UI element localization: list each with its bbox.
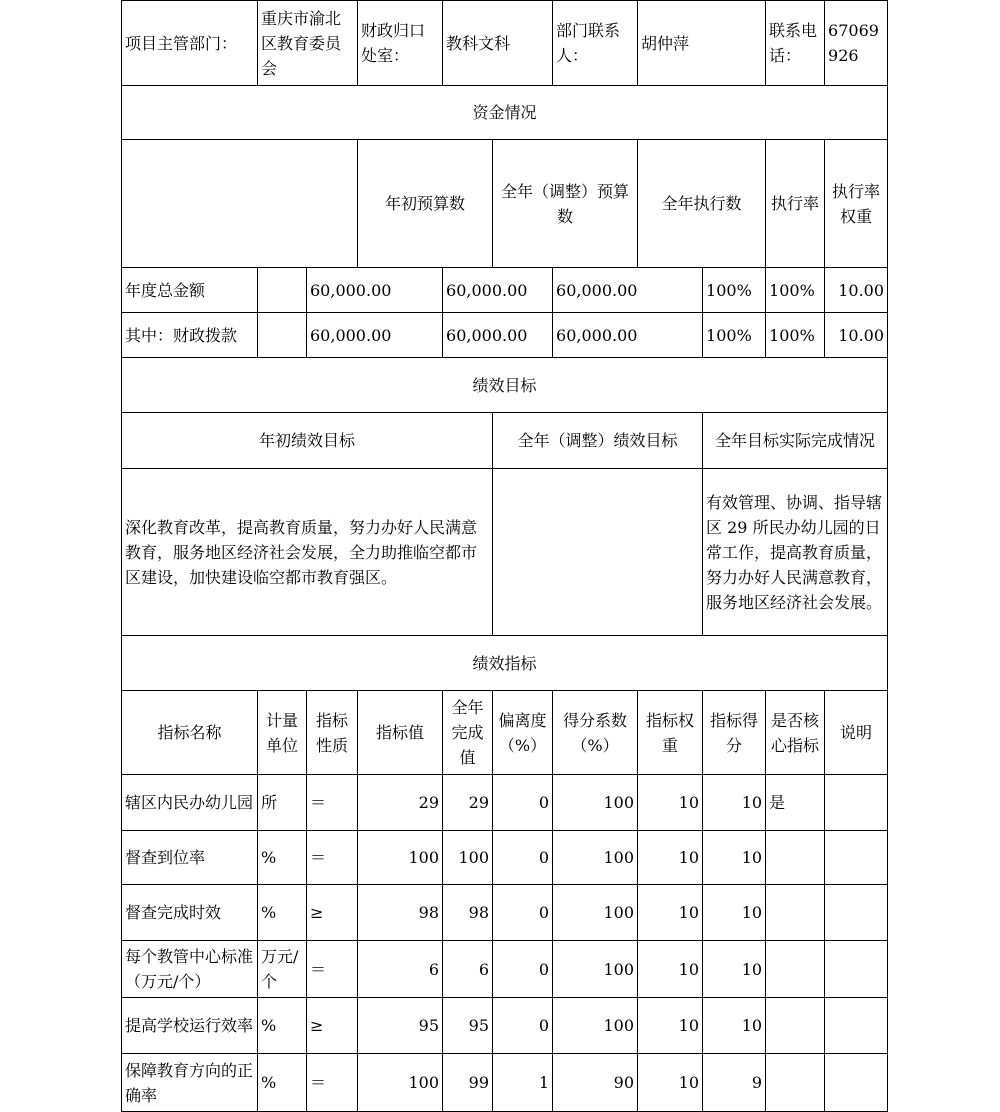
funds-col-rate: 执行率 <box>766 140 825 268</box>
ind-actual: 29 <box>443 775 493 831</box>
ind-coefficient: 100 <box>553 941 638 998</box>
ind-coefficient: 100 <box>553 885 638 941</box>
ind-coefficient: 100 <box>553 775 638 831</box>
ind-actual: 98 <box>443 885 493 941</box>
indicator-row <box>122 885 888 941</box>
ind-col-weight: 指标权重 <box>638 691 703 775</box>
ind-weight: 10 <box>638 941 703 998</box>
ind-coefficient: 90 <box>553 1054 638 1112</box>
ind-target: 29 <box>358 775 443 831</box>
ind-name: 督查完成时效 <box>122 885 258 941</box>
ind-core <box>766 1054 825 1112</box>
ind-nature: ≥ <box>307 998 358 1054</box>
indicators-section-title: 绩效指标 <box>122 636 888 691</box>
indicator-row <box>122 775 888 831</box>
indicator-row <box>122 998 888 1054</box>
ind-col-note: 说明 <box>825 691 888 775</box>
ind-note <box>825 998 888 1054</box>
ind-target: 98 <box>358 885 443 941</box>
funds-row <box>122 313 888 358</box>
ind-col-name: 指标名称 <box>122 691 258 775</box>
ind-weight: 10 <box>638 831 703 885</box>
funds-row-score: 10.00 <box>825 313 888 358</box>
funds-col-executed: 全年执行数 <box>638 140 766 268</box>
goals-actual-text: 有效管理、协调、指导辖区 29 所民办幼儿园的日常工作，提高教育质量，努力办好人民满意教育，服务地区经济社会发展。 <box>703 469 888 636</box>
ind-note <box>825 831 888 885</box>
ind-name: 辖区内民办幼儿园 <box>122 775 258 831</box>
ind-deviation: 0 <box>493 775 553 831</box>
ind-col-nature: 指标性质 <box>307 691 358 775</box>
ind-deviation: 0 <box>493 885 553 941</box>
contact-label: 部门联系人： <box>553 1 638 86</box>
ind-score: 10 <box>703 885 766 941</box>
ind-coefficient: 100 <box>553 831 638 885</box>
funds-header-row <box>122 140 888 268</box>
funds-row <box>122 268 888 313</box>
funds-row-score: 10.00 <box>825 268 888 313</box>
ind-unit: % <box>258 885 307 941</box>
funds-row-adjusted: 60,000.00 <box>443 268 553 313</box>
ind-score: 9 <box>703 1054 766 1112</box>
ind-weight: 10 <box>638 998 703 1054</box>
ind-actual: 6 <box>443 941 493 998</box>
ind-name: 保障教育方向的正确率 <box>122 1054 258 1112</box>
ind-unit: % <box>258 831 307 885</box>
ind-score: 10 <box>703 998 766 1054</box>
ind-note <box>825 941 888 998</box>
office-value: 教科文科 <box>443 1 553 86</box>
ind-score: 10 <box>703 941 766 998</box>
indicator-row <box>122 1054 888 1112</box>
goals-col-actual: 全年目标实际完成情况 <box>703 413 888 469</box>
ind-col-actual: 全年完成值 <box>443 691 493 775</box>
dept-value: 重庆市渝北区教育委员会 <box>258 1 358 86</box>
ind-core <box>766 885 825 941</box>
indicator-row <box>122 831 888 885</box>
goals-col-initial: 年初绩效目标 <box>122 413 493 469</box>
ind-name: 提高学校运行效率 <box>122 998 258 1054</box>
funds-col-initial: 年初预算数 <box>358 140 493 268</box>
ind-nature: ＝ <box>307 1054 358 1112</box>
ind-score: 10 <box>703 831 766 885</box>
funds-header-blank <box>122 140 358 268</box>
goals-section-title: 绩效目标 <box>122 358 888 413</box>
funds-section-title: 资金情况 <box>122 86 888 140</box>
ind-weight: 10 <box>638 775 703 831</box>
ind-deviation: 0 <box>493 941 553 998</box>
funds-row-weight: 100% <box>766 313 825 358</box>
funds-row-rate: 100% <box>703 313 766 358</box>
ind-actual: 100 <box>443 831 493 885</box>
funds-row-weight: 100% <box>766 268 825 313</box>
ind-nature: ＝ <box>307 775 358 831</box>
funds-row-initial: 60,000.00 <box>307 313 443 358</box>
ind-deviation: 0 <box>493 998 553 1054</box>
goals-content-row <box>122 469 888 636</box>
ind-unit: 万元/个 <box>258 941 307 998</box>
ind-note <box>825 885 888 941</box>
funds-row-executed: 60,000.00 <box>553 268 703 313</box>
ind-name: 每个教管中心标准（万元/个） <box>122 941 258 998</box>
ind-deviation: 1 <box>493 1054 553 1112</box>
goals-initial-text: 深化教育改革，提高教育质量，努力办好人民满意教育，服务地区经济社会发展，全力助推临空都市区建设，加快建设临空都市教育强区。 <box>122 469 493 636</box>
funds-col-adjusted: 全年（调整）预算数 <box>493 140 638 268</box>
office-label: 财政归口处室： <box>358 1 443 86</box>
ind-unit: % <box>258 998 307 1054</box>
header-row <box>122 1 888 86</box>
ind-note <box>825 1054 888 1112</box>
funds-row-label: 其中：财政拨款 <box>122 313 258 358</box>
ind-col-unit: 计量单位 <box>258 691 307 775</box>
performance-table <box>121 0 888 1112</box>
funds-row-blank <box>258 268 307 313</box>
funds-row-blank <box>258 313 307 358</box>
ind-target: 100 <box>358 1054 443 1112</box>
ind-nature: ＝ <box>307 941 358 998</box>
funds-row-initial: 60,000.00 <box>307 268 443 313</box>
ind-nature: ＝ <box>307 831 358 885</box>
ind-col-target: 指标值 <box>358 691 443 775</box>
ind-actual: 99 <box>443 1054 493 1112</box>
funds-row-executed: 60,000.00 <box>553 313 703 358</box>
ind-col-deviation: 偏离度（%） <box>493 691 553 775</box>
ind-deviation: 0 <box>493 831 553 885</box>
ind-unit: % <box>258 1054 307 1112</box>
ind-col-core: 是否核心指标 <box>766 691 825 775</box>
ind-target: 100 <box>358 831 443 885</box>
ind-core <box>766 941 825 998</box>
ind-nature: ≥ <box>307 885 358 941</box>
ind-col-coefficient: 得分系数（%） <box>553 691 638 775</box>
ind-core: 是 <box>766 775 825 831</box>
phone-value: 67069926 <box>825 1 888 86</box>
ind-target: 6 <box>358 941 443 998</box>
ind-target: 95 <box>358 998 443 1054</box>
contact-value: 胡仲萍 <box>638 1 766 86</box>
ind-core <box>766 831 825 885</box>
ind-weight: 10 <box>638 1054 703 1112</box>
goals-col-adjusted: 全年（调整）绩效目标 <box>493 413 703 469</box>
ind-weight: 10 <box>638 885 703 941</box>
ind-actual: 95 <box>443 998 493 1054</box>
ind-name: 督查到位率 <box>122 831 258 885</box>
goals-adjusted-text <box>493 469 703 636</box>
ind-coefficient: 100 <box>553 998 638 1054</box>
dept-label: 项目主管部门： <box>122 1 258 86</box>
ind-unit: 所 <box>258 775 307 831</box>
ind-score: 10 <box>703 775 766 831</box>
funds-col-weight: 执行率权重 <box>825 140 888 268</box>
ind-core <box>766 998 825 1054</box>
indicators-header-row <box>122 691 888 775</box>
funds-row-rate: 100% <box>703 268 766 313</box>
goals-header-row <box>122 413 888 469</box>
funds-row-label: 年度总金额 <box>122 268 258 313</box>
indicator-row <box>122 941 888 998</box>
phone-label: 联系电话： <box>766 1 825 86</box>
ind-col-score: 指标得分 <box>703 691 766 775</box>
ind-note <box>825 775 888 831</box>
funds-row-adjusted: 60,000.00 <box>443 313 553 358</box>
